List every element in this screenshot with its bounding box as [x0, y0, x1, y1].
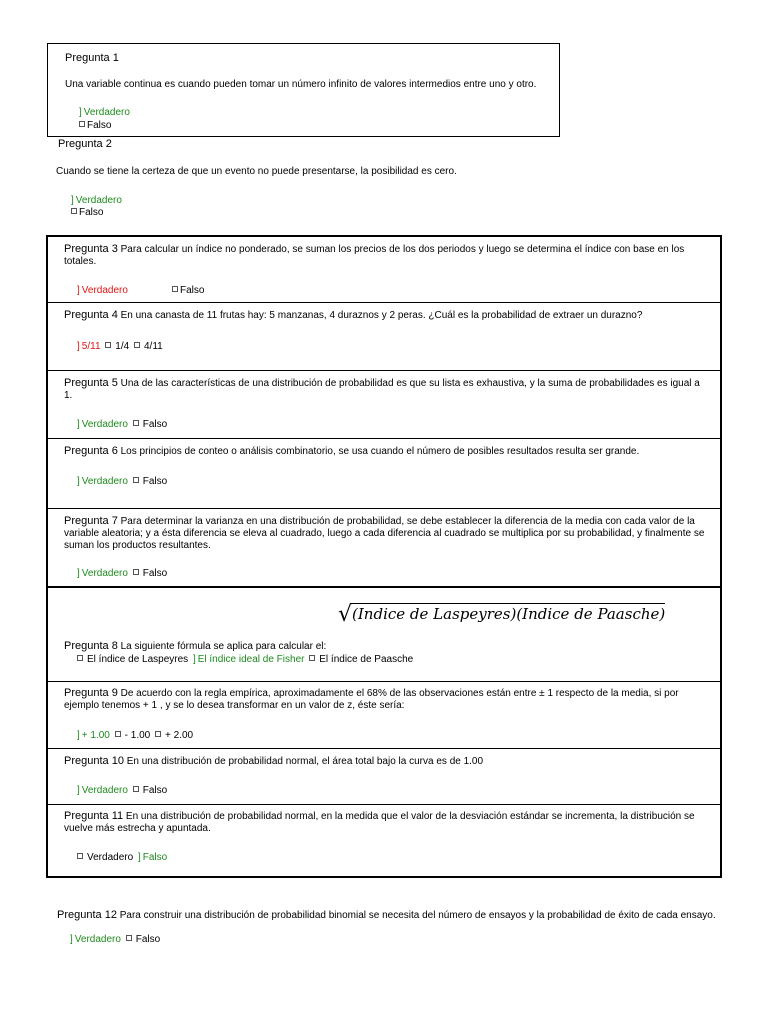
checkbox-icon[interactable] — [133, 477, 139, 483]
option-label: 5/11 — [81, 341, 101, 352]
option-label: + 1.00 — [81, 730, 110, 741]
option-label: Falso — [142, 852, 168, 863]
option-label: Verdadero — [81, 419, 128, 430]
question-4-option-c[interactable] — [134, 341, 163, 352]
question-3-option-false[interactable] — [172, 285, 204, 296]
question-3-text: Para calcular un índice no ponderado, se suman los precios de los dos periodos y luego se determina el índice con base en los totales. — [64, 244, 685, 267]
question-6-cell — [48, 438, 720, 508]
question-12-text-wrap — [57, 909, 717, 922]
question-1-option-true[interactable] — [79, 107, 130, 118]
question-4-label: Pregunta 4 — [64, 309, 118, 321]
question-6-text-wrap — [64, 445, 709, 458]
question-8-cell — [48, 586, 720, 681]
selected-bracket-icon: ] — [192, 654, 196, 665]
checkbox-icon[interactable] — [71, 208, 77, 214]
question-11-label: Pregunta 11 — [64, 810, 124, 822]
option-label: Falso — [180, 285, 205, 296]
question-5-option-false[interactable] — [133, 419, 167, 430]
question-12-option-false[interactable] — [126, 934, 160, 945]
question-7-label: Pregunta 7 — [64, 515, 118, 527]
option-label: Verdadero — [83, 107, 130, 118]
question-1-card — [47, 43, 560, 137]
checkbox-icon[interactable] — [133, 569, 139, 575]
selected-bracket-icon: ] — [137, 852, 141, 863]
question-7-text-wrap — [64, 515, 709, 552]
question-9-label: Pregunta 9 — [64, 687, 118, 699]
question-8-text-wrap — [64, 640, 709, 653]
question-12-option-true[interactable] — [70, 934, 121, 945]
question-10-options — [77, 785, 169, 796]
checkbox-icon[interactable] — [133, 786, 139, 792]
question-7-cell — [48, 508, 720, 586]
question-4-text: En una canasta de 11 frutas hay: 5 manzanas, 4 duraznos y 2 peras. ¿Cuál es la probabilidad de extraer un durazno? — [120, 310, 643, 321]
question-8-option-b[interactable] — [193, 654, 305, 665]
option-label: 1/4 — [115, 341, 130, 352]
question-9-options — [77, 730, 195, 741]
formula-text: (Indice de Laspeyres)(Indice de Paasche) — [352, 605, 666, 623]
option-label: + 2.00 — [165, 730, 194, 741]
option-label: 4/11 — [143, 341, 163, 352]
option-label: El índice de Paasche — [319, 654, 414, 665]
question-5-label: Pregunta 5 — [64, 377, 118, 389]
question-6-option-true[interactable] — [77, 476, 128, 487]
question-7-option-false[interactable] — [133, 568, 167, 579]
question-3-text-wrap — [64, 243, 709, 268]
question-5-text: Una de las características de una distribución de probabilidad es que su lista es exhaustiva, y la suma de probabilidades es igual a 1. — [64, 378, 700, 401]
question-2-option-false[interactable] — [71, 207, 103, 218]
selected-bracket-icon: ] — [71, 195, 74, 206]
option-label: - 1.00 — [124, 730, 151, 741]
option-label: Falso — [142, 476, 168, 487]
question-8-option-c[interactable] — [309, 654, 413, 665]
question-4-options — [77, 341, 165, 352]
option-label: Verdadero — [81, 785, 128, 796]
question-10-option-false[interactable] — [133, 785, 167, 796]
checkbox-icon[interactable] — [134, 342, 140, 348]
option-label: El índice de Laspeyres — [87, 654, 189, 665]
question-10-label: Pregunta 10 — [64, 755, 124, 767]
question-11-option-true[interactable] — [77, 852, 133, 863]
question-2-option-true[interactable] — [71, 195, 122, 206]
question-7-option-true[interactable] — [77, 568, 128, 579]
question-11-options — [77, 852, 169, 863]
question-9-text: De acuerdo con la regla empírica, aproximadamente el 68% de las observaciones están entre ± 1 respecto de la media, si por ejemplo tenemos + 1 , y se lo desea transformar en un valor de z, éste sería: — [64, 688, 679, 711]
question-8-text: La siguiente fórmula se aplica para calcular el: — [120, 641, 327, 652]
checkbox-icon[interactable] — [126, 935, 132, 941]
checkbox-icon[interactable] — [133, 420, 139, 426]
question-11-text: En una distribución de probabilidad normal, en la medida que el valor de la desviación estándar se incrementa, la distribución se vuelve más estrecha y apuntada. — [64, 811, 695, 834]
question-4-option-b[interactable] — [105, 341, 129, 352]
question-5-cell — [48, 370, 720, 438]
question-4-text-wrap — [64, 309, 709, 322]
question-11-option-false[interactable] — [138, 852, 167, 863]
question-9-option-b[interactable] — [115, 730, 151, 741]
option-label: Falso — [142, 568, 168, 579]
question-3-label: Pregunta 3 — [64, 243, 118, 255]
question-9-cell — [48, 681, 720, 748]
question-1-label: Pregunta 1 — [65, 52, 119, 64]
selected-bracket-icon: ] — [79, 107, 82, 118]
question-10-cell — [48, 748, 720, 804]
question-11-text-wrap — [64, 810, 709, 835]
option-label: Falso — [142, 419, 168, 430]
question-10-text-wrap — [64, 755, 709, 768]
selected-bracket-icon: ] — [77, 476, 80, 487]
question-1-text: Una variable continua es cuando pueden tomar un número infinito de valores intermedios entre uno y otro. — [65, 79, 537, 90]
question-3-cell — [48, 237, 720, 302]
question-10-text: En una distribución de probabilidad normal, el área total bajo la curva es de 1.00 — [126, 756, 484, 767]
checkbox-icon[interactable] — [105, 342, 111, 348]
checkbox-icon[interactable] — [79, 121, 85, 127]
question-12-text: Para construir una distribución de probabilidad binomial se necesita del número de ensayos y la probabilidad de éxito de cada ensayo. — [119, 910, 716, 921]
question-8-option-a[interactable] — [77, 654, 188, 665]
checkbox-icon[interactable] — [77, 853, 83, 859]
selected-bracket-icon: ] — [77, 285, 80, 296]
selected-bracket-icon: ] — [70, 934, 73, 945]
question-5-option-true[interactable] — [77, 419, 128, 430]
checkbox-icon[interactable] — [115, 731, 121, 737]
question-2-label: Pregunta 2 — [58, 138, 112, 150]
question-1-option-false[interactable] — [79, 120, 111, 131]
selected-bracket-icon: ] — [77, 568, 80, 579]
question-4-cell — [48, 302, 720, 370]
question-6-option-false[interactable] — [133, 476, 167, 487]
question-4-option-a[interactable] — [77, 341, 101, 352]
question-2-text: Cuando se tiene la certeza de que un evento no puede presentarse, la posibilidad es cero. — [56, 166, 457, 177]
question-12-options — [70, 934, 162, 945]
option-label: Verdadero — [81, 476, 128, 487]
option-label: Falso — [142, 785, 168, 796]
option-label: Verdadero — [81, 568, 128, 579]
question-9-text-wrap — [64, 687, 709, 712]
question-9-option-c[interactable] — [155, 730, 193, 741]
option-label: Verdadero — [81, 285, 128, 296]
option-label: El índice ideal de Fisher — [197, 654, 305, 665]
square-root-icon: √ — [338, 602, 353, 627]
question-9-option-a[interactable] — [77, 730, 110, 741]
option-label: Verdadero — [75, 195, 122, 206]
question-3-option-true[interactable] — [77, 285, 128, 296]
option-label: Verdadero — [74, 934, 121, 945]
question-11-cell — [48, 804, 720, 878]
selected-bracket-icon: ] — [77, 785, 80, 796]
question-6-text: Los principios de conteo o análisis combinatorio, se usa cuando el número de posibles resultados resulta ser grande. — [120, 446, 640, 457]
selected-bracket-icon: ] — [77, 341, 80, 352]
question-8-label: Pregunta 8 — [64, 640, 118, 652]
question-5-text-wrap — [64, 377, 709, 402]
question-10-option-true[interactable] — [77, 785, 128, 796]
checkbox-icon[interactable] — [172, 286, 178, 292]
question-12-label: Pregunta 12 — [57, 909, 117, 921]
checkbox-icon[interactable] — [77, 655, 83, 661]
question-5-options — [77, 419, 169, 430]
option-label: Falso — [135, 934, 161, 945]
option-label: Falso — [87, 120, 112, 131]
checkbox-icon[interactable] — [155, 731, 161, 737]
question-6-options — [77, 476, 169, 487]
selected-bracket-icon: ] — [77, 730, 80, 741]
selected-bracket-icon: ] — [77, 419, 80, 430]
option-label: Verdadero — [87, 852, 134, 863]
question-7-options — [77, 568, 169, 579]
question-6-label: Pregunta 6 — [64, 445, 118, 457]
checkbox-icon[interactable] — [309, 655, 315, 661]
fisher-formula — [338, 600, 665, 625]
question-8-options — [77, 654, 415, 665]
questions-3-11-panel — [46, 235, 722, 878]
option-label: Falso — [79, 207, 104, 218]
question-7-text: Para determinar la varianza en una distribución de probabilidad, se debe establecer la diferencia de la media con cada valor de la variable aleatoria; y a ésta diferencia se eleva al cuadrado, luego a cada diferencia al cuadrado se multiplica por su probabilidad, y finalmente se suman los productos resultantes. — [64, 516, 705, 551]
